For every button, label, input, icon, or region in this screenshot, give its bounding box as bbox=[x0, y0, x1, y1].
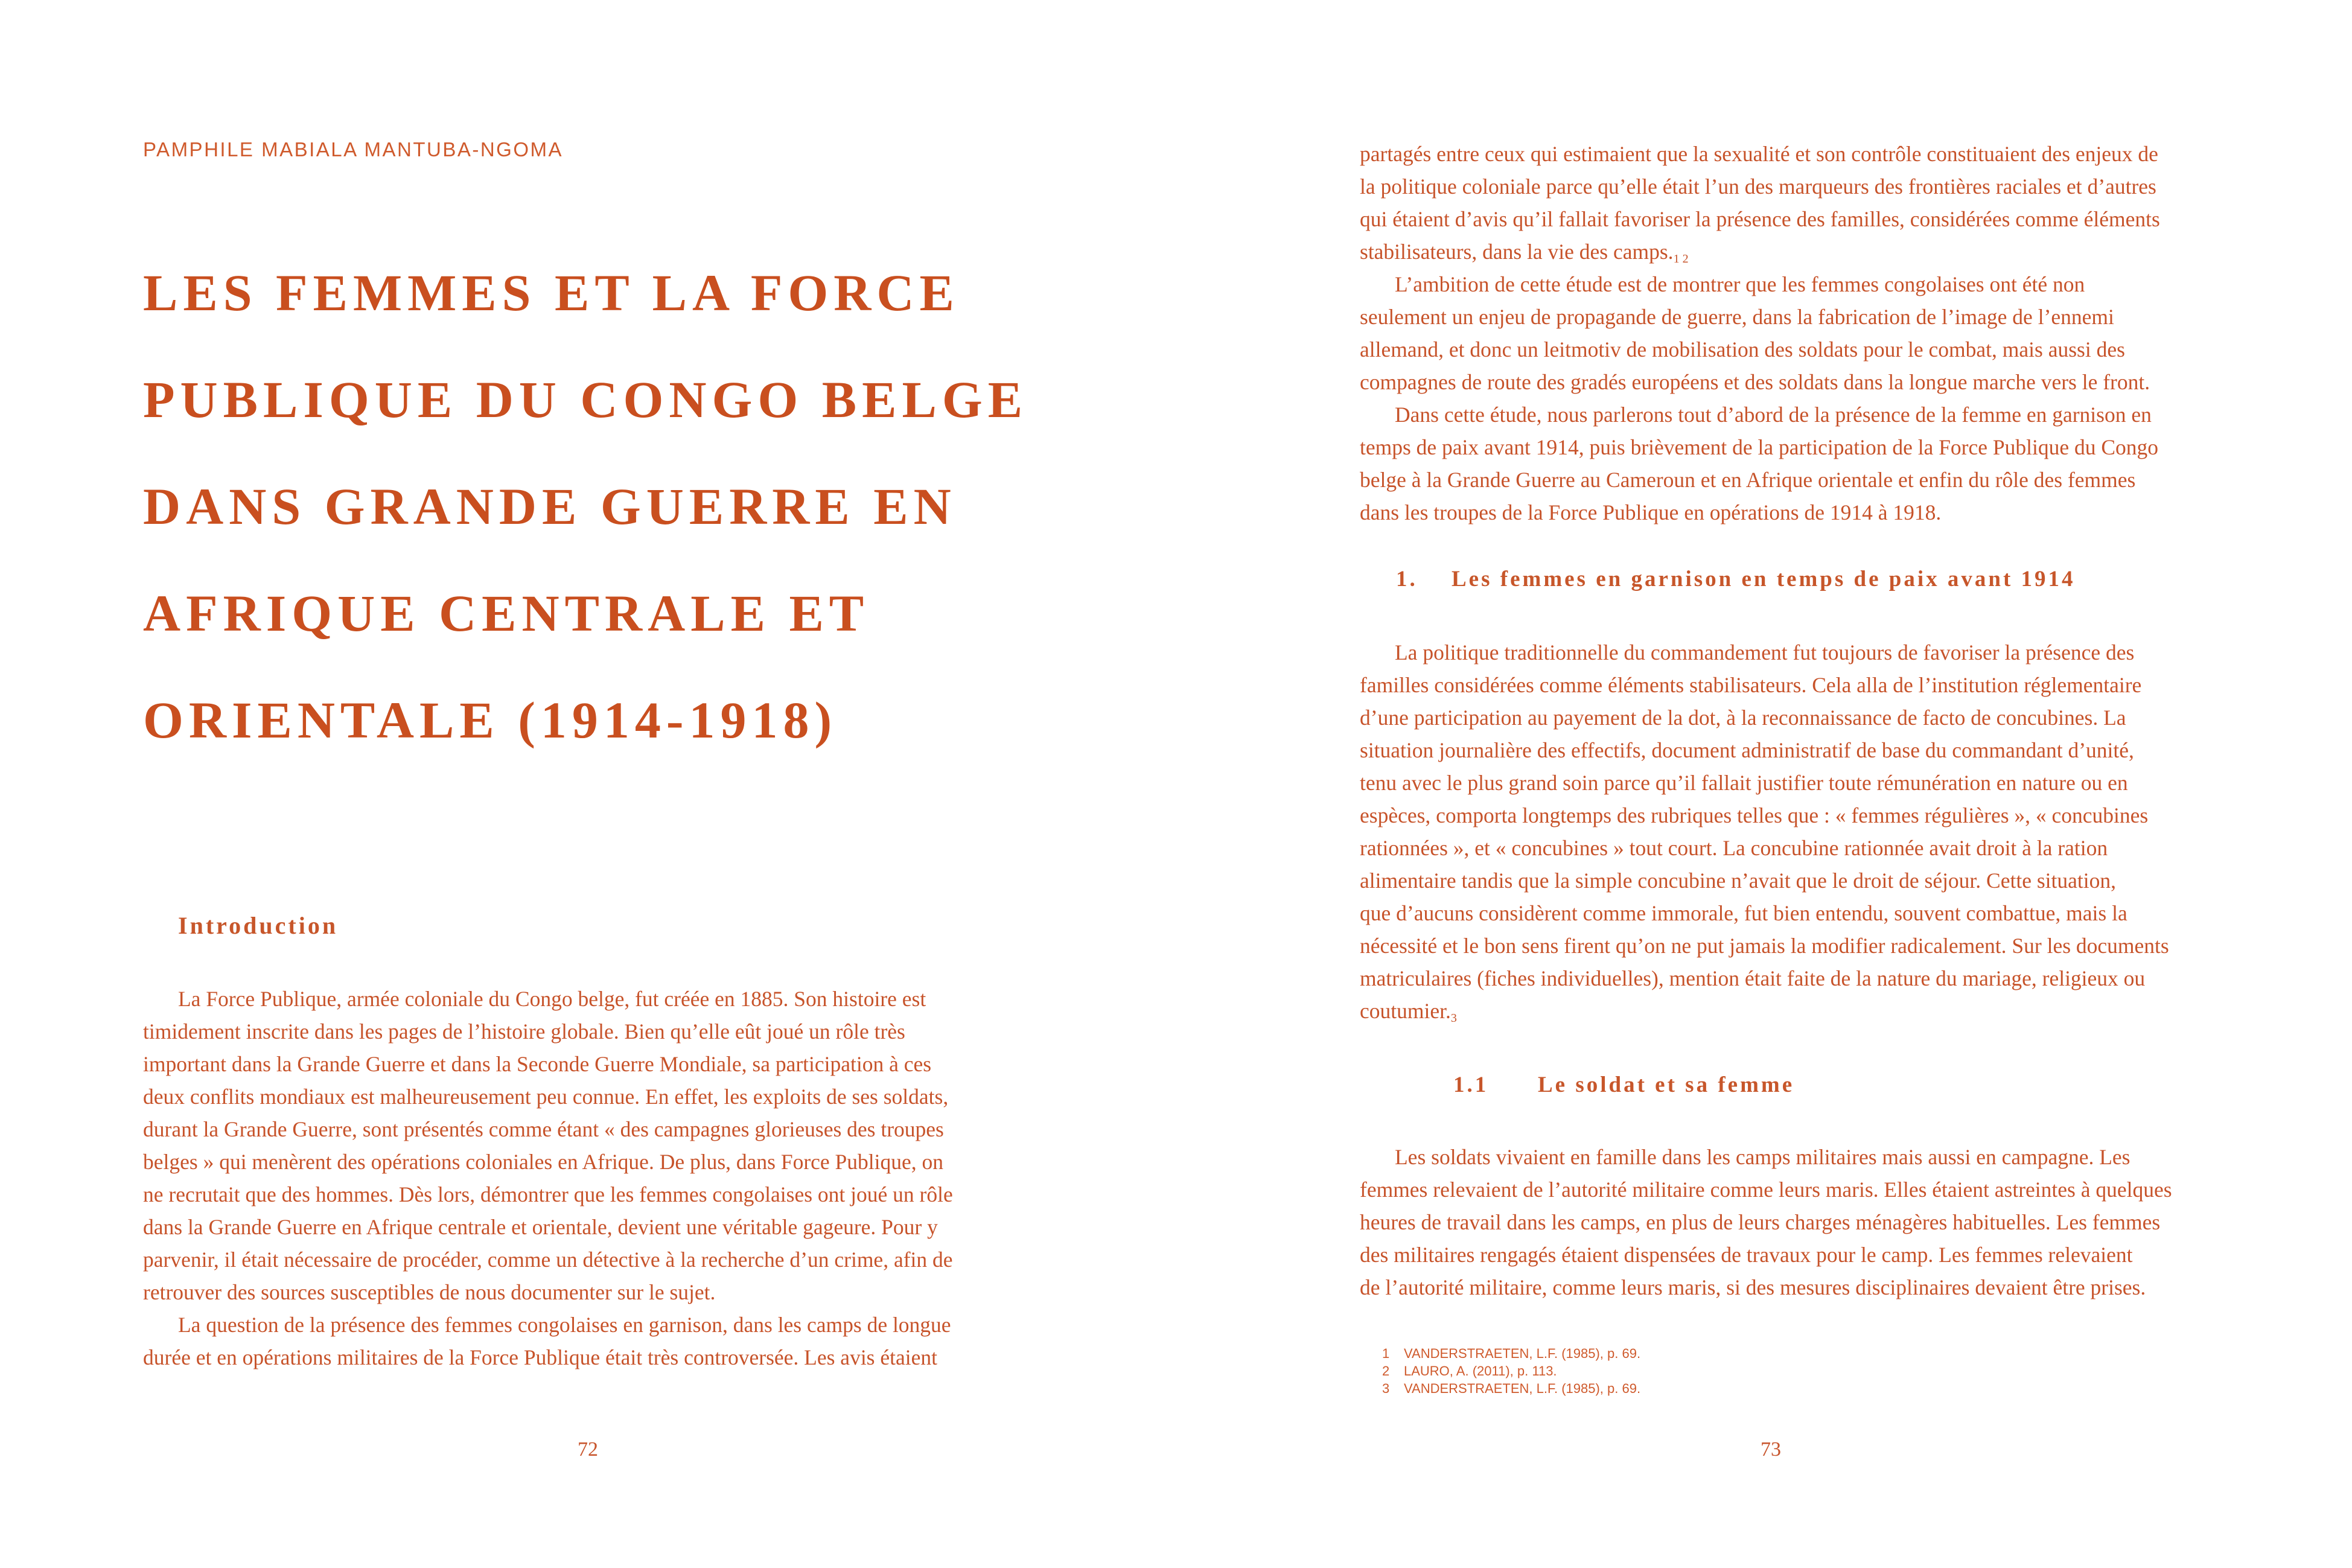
title-line: LES FEMMES ET LA FORCE bbox=[143, 264, 960, 322]
footnote-text: VANDERSTRAETEN, L.F. (1985), p. 69. bbox=[1404, 1346, 1641, 1361]
body-line: matriculaires (fiches individuelles), mention était faite de la nature du mariage, religieux ou bbox=[1360, 966, 2146, 990]
body-line: deux conflits mondiaux est malheureusement peu connue. En effet, les exploits de ses soldats, bbox=[143, 1085, 949, 1109]
body-line: familles considérées comme éléments stabilisateurs. Cela alla de l’institution réglementaire bbox=[1360, 673, 2142, 697]
body-line: que d’aucuns considèrent comme immorale, fut bien entendu, souvent combattue, mais la bbox=[1360, 901, 2127, 925]
body-line: qui étaient d’avis qu’il fallait favoriser la présence des familles, considérées comme éléments bbox=[1360, 207, 2160, 231]
author-name: PAMPHILE MABIALA MANTUBA-NGOMA bbox=[143, 138, 564, 161]
body-line: d’une participation au payement de la dot, à la reconnaissance de facto de concubines. La bbox=[1360, 706, 2126, 730]
footnote-reference: 1 2 bbox=[1673, 252, 1689, 266]
body-line: allemand, et donc un leitmotiv de mobilisation des soldats pour le combat, mais aussi des bbox=[1360, 337, 2125, 362]
body-line: durée et en opérations militaires de la Force Publique était très controversée. Les avis étaient bbox=[143, 1345, 937, 1369]
body-line: important dans la Grande Guerre et dans la Seconde Guerre Mondiale, sa participation à ces bbox=[143, 1052, 932, 1076]
body-line: tenu avec le plus grand soin parce qu’il fallait justifier toute rémunération en nature ou en bbox=[1360, 771, 2128, 795]
body-line: femmes relevaient de l’autorité militaire comme leurs maris. Elles étaient astreintes à quelques bbox=[1360, 1178, 2172, 1202]
body-line-text: coutumier. bbox=[1360, 999, 1451, 1023]
body-line: Dans cette étude, nous parlerons tout d’abord de la présence de la femme en garnison en bbox=[1395, 403, 2152, 427]
body-line: retrouver des sources susceptibles de nous documenter sur le sujet. bbox=[143, 1280, 716, 1304]
body-line: temps de paix avant 1914, puis brièvement de la participation de la Force Publique du Congo bbox=[1360, 435, 2159, 459]
body-line-text: stabilisateurs, dans la vie des camps. bbox=[1360, 240, 1674, 264]
title-line: DANS GRANDE GUERRE EN bbox=[143, 477, 957, 535]
body-line: timidement inscrite dans les pages de l’histoire globale. Bien qu’elle eût joué un rôle très bbox=[143, 1019, 905, 1044]
body-line: belges » qui menèrent des opérations coloniales en Afrique. De plus, dans Force Publique, on bbox=[143, 1150, 944, 1174]
body-line: rationnées », et « concubines » tout court. La concubine rationnée avait droit à la ration bbox=[1360, 836, 2108, 860]
body-line bbox=[1360, 235, 2160, 268]
introduction-heading: Introduction bbox=[178, 912, 339, 939]
body-line: parvenir, il était nécessaire de procéder, comme un détective à la recherche d’un crime, afin de bbox=[143, 1248, 953, 1272]
section-1-heading bbox=[1396, 566, 2076, 592]
body-line: La question de la présence des femmes congolaises en garnison, dans les camps de longue bbox=[178, 1313, 951, 1337]
body-line: compagnes de route des gradés européens et des soldats dans la longue marche vers le front. bbox=[1360, 370, 2150, 394]
section-title: Les femmes en garnison en temps de paix avant 1914 bbox=[1452, 567, 2076, 591]
title-line: ORIENTALE (1914-1918) bbox=[143, 691, 838, 749]
body-line: belge à la Grande Guerre au Cameroun et en Afrique orientale et enfin du rôle des femmes bbox=[1360, 468, 2136, 492]
body-line: alimentaire tandis que la simple concubine n’avait que le droit de séjour. Cette situation, bbox=[1360, 868, 2116, 893]
body-line: dans les troupes de la Force Publique en opérations de 1914 à 1918. bbox=[1360, 500, 1942, 524]
body-line: dans la Grande Guerre en Afrique centrale et orientale, devient une véritable gageure. Pour y bbox=[143, 1215, 938, 1239]
section-1-1-body bbox=[1360, 1141, 2172, 1304]
footnote-number: 2 bbox=[1382, 1363, 1390, 1378]
page-number: 73 bbox=[1761, 1438, 1781, 1461]
body-line: heures de travail dans les camps, en plus de leurs charges ménagères habituelles. Les femmes bbox=[1360, 1210, 2161, 1234]
body-line: la politique coloniale parce qu’elle était l’un des marqueurs des frontières raciales et d’autres bbox=[1360, 174, 2156, 199]
paragraph-context bbox=[1360, 138, 2160, 529]
section-number: 1. bbox=[1396, 567, 1418, 591]
body-line: seulement un enjeu de propagande de guerre, dans la fabrication de l’image de l’ennemi bbox=[1360, 305, 2114, 329]
footnote-text: LAURO, A. (2011), p. 113. bbox=[1404, 1363, 1557, 1378]
footnote-text: VANDERSTRAETEN, L.F. (1985), p. 69. bbox=[1404, 1381, 1641, 1396]
body-line: partagés entre ceux qui estimaient que la sexualité et son contrôle constituaient des enjeux de bbox=[1360, 142, 2158, 166]
section-title: Le soldat et sa femme bbox=[1538, 1072, 1795, 1097]
body-line: espèces, comporta longtemps des rubriques telles que : « femmes régulières », « concubines bbox=[1360, 803, 2149, 827]
footnote bbox=[1382, 1345, 1640, 1362]
body-line: durant la Grande Guerre, sont présentés comme étant « des campagnes glorieuses des troupes bbox=[143, 1117, 944, 1141]
body-line: des militaires rengagés étaient dispensées de travaux pour le camp. Les femmes relevaient bbox=[1360, 1243, 2133, 1267]
page-number: 72 bbox=[578, 1438, 598, 1461]
footnote bbox=[1382, 1362, 1640, 1380]
body-line: ne recrutait que des hommes. Dès lors, démontrer que les femmes congolaises ont joué un rôle bbox=[143, 1182, 953, 1206]
footnotes bbox=[1382, 1345, 1640, 1397]
body-line: La Force Publique, armée coloniale du Congo belge, fut créée en 1885. Son histoire est bbox=[178, 987, 926, 1011]
article-title bbox=[143, 253, 1048, 788]
footnote-reference: 3 bbox=[1450, 1012, 1457, 1025]
section-1-body bbox=[1360, 636, 2169, 1027]
section-1-1-heading bbox=[1453, 1072, 1794, 1098]
title-line: AFRIQUE CENTRALE ET bbox=[143, 584, 870, 642]
body-line: L’ambition de cette étude est de montrer que les femmes congolaises ont été non bbox=[1395, 272, 2085, 296]
footnote-number: 1 bbox=[1382, 1346, 1390, 1361]
body-line: Les soldats vivaient en famille dans les camps militaires mais aussi en campagne. Les bbox=[1395, 1145, 2131, 1169]
title-line: PUBLIQUE DU CONGO BELGE bbox=[143, 371, 1028, 429]
introduction-body bbox=[143, 983, 953, 1374]
footnote bbox=[1382, 1380, 1640, 1397]
body-line: situation journalière des effectifs, document administratif de base du commandant d’unité, bbox=[1360, 738, 2134, 762]
body-line bbox=[1360, 995, 2169, 1027]
body-line: La politique traditionnelle du commandement fut toujours de favoriser la présence des bbox=[1395, 640, 2135, 664]
body-line: de l’autorité militaire, comme leurs maris, si des mesures disciplinaires devaient être prises. bbox=[1360, 1275, 2146, 1299]
footnote-number: 3 bbox=[1382, 1381, 1390, 1396]
body-line: nécessité et le bon sens firent qu’on ne put jamais la modifier radicalement. Sur les documents bbox=[1360, 934, 2169, 958]
section-number: 1.1 bbox=[1453, 1072, 1489, 1097]
